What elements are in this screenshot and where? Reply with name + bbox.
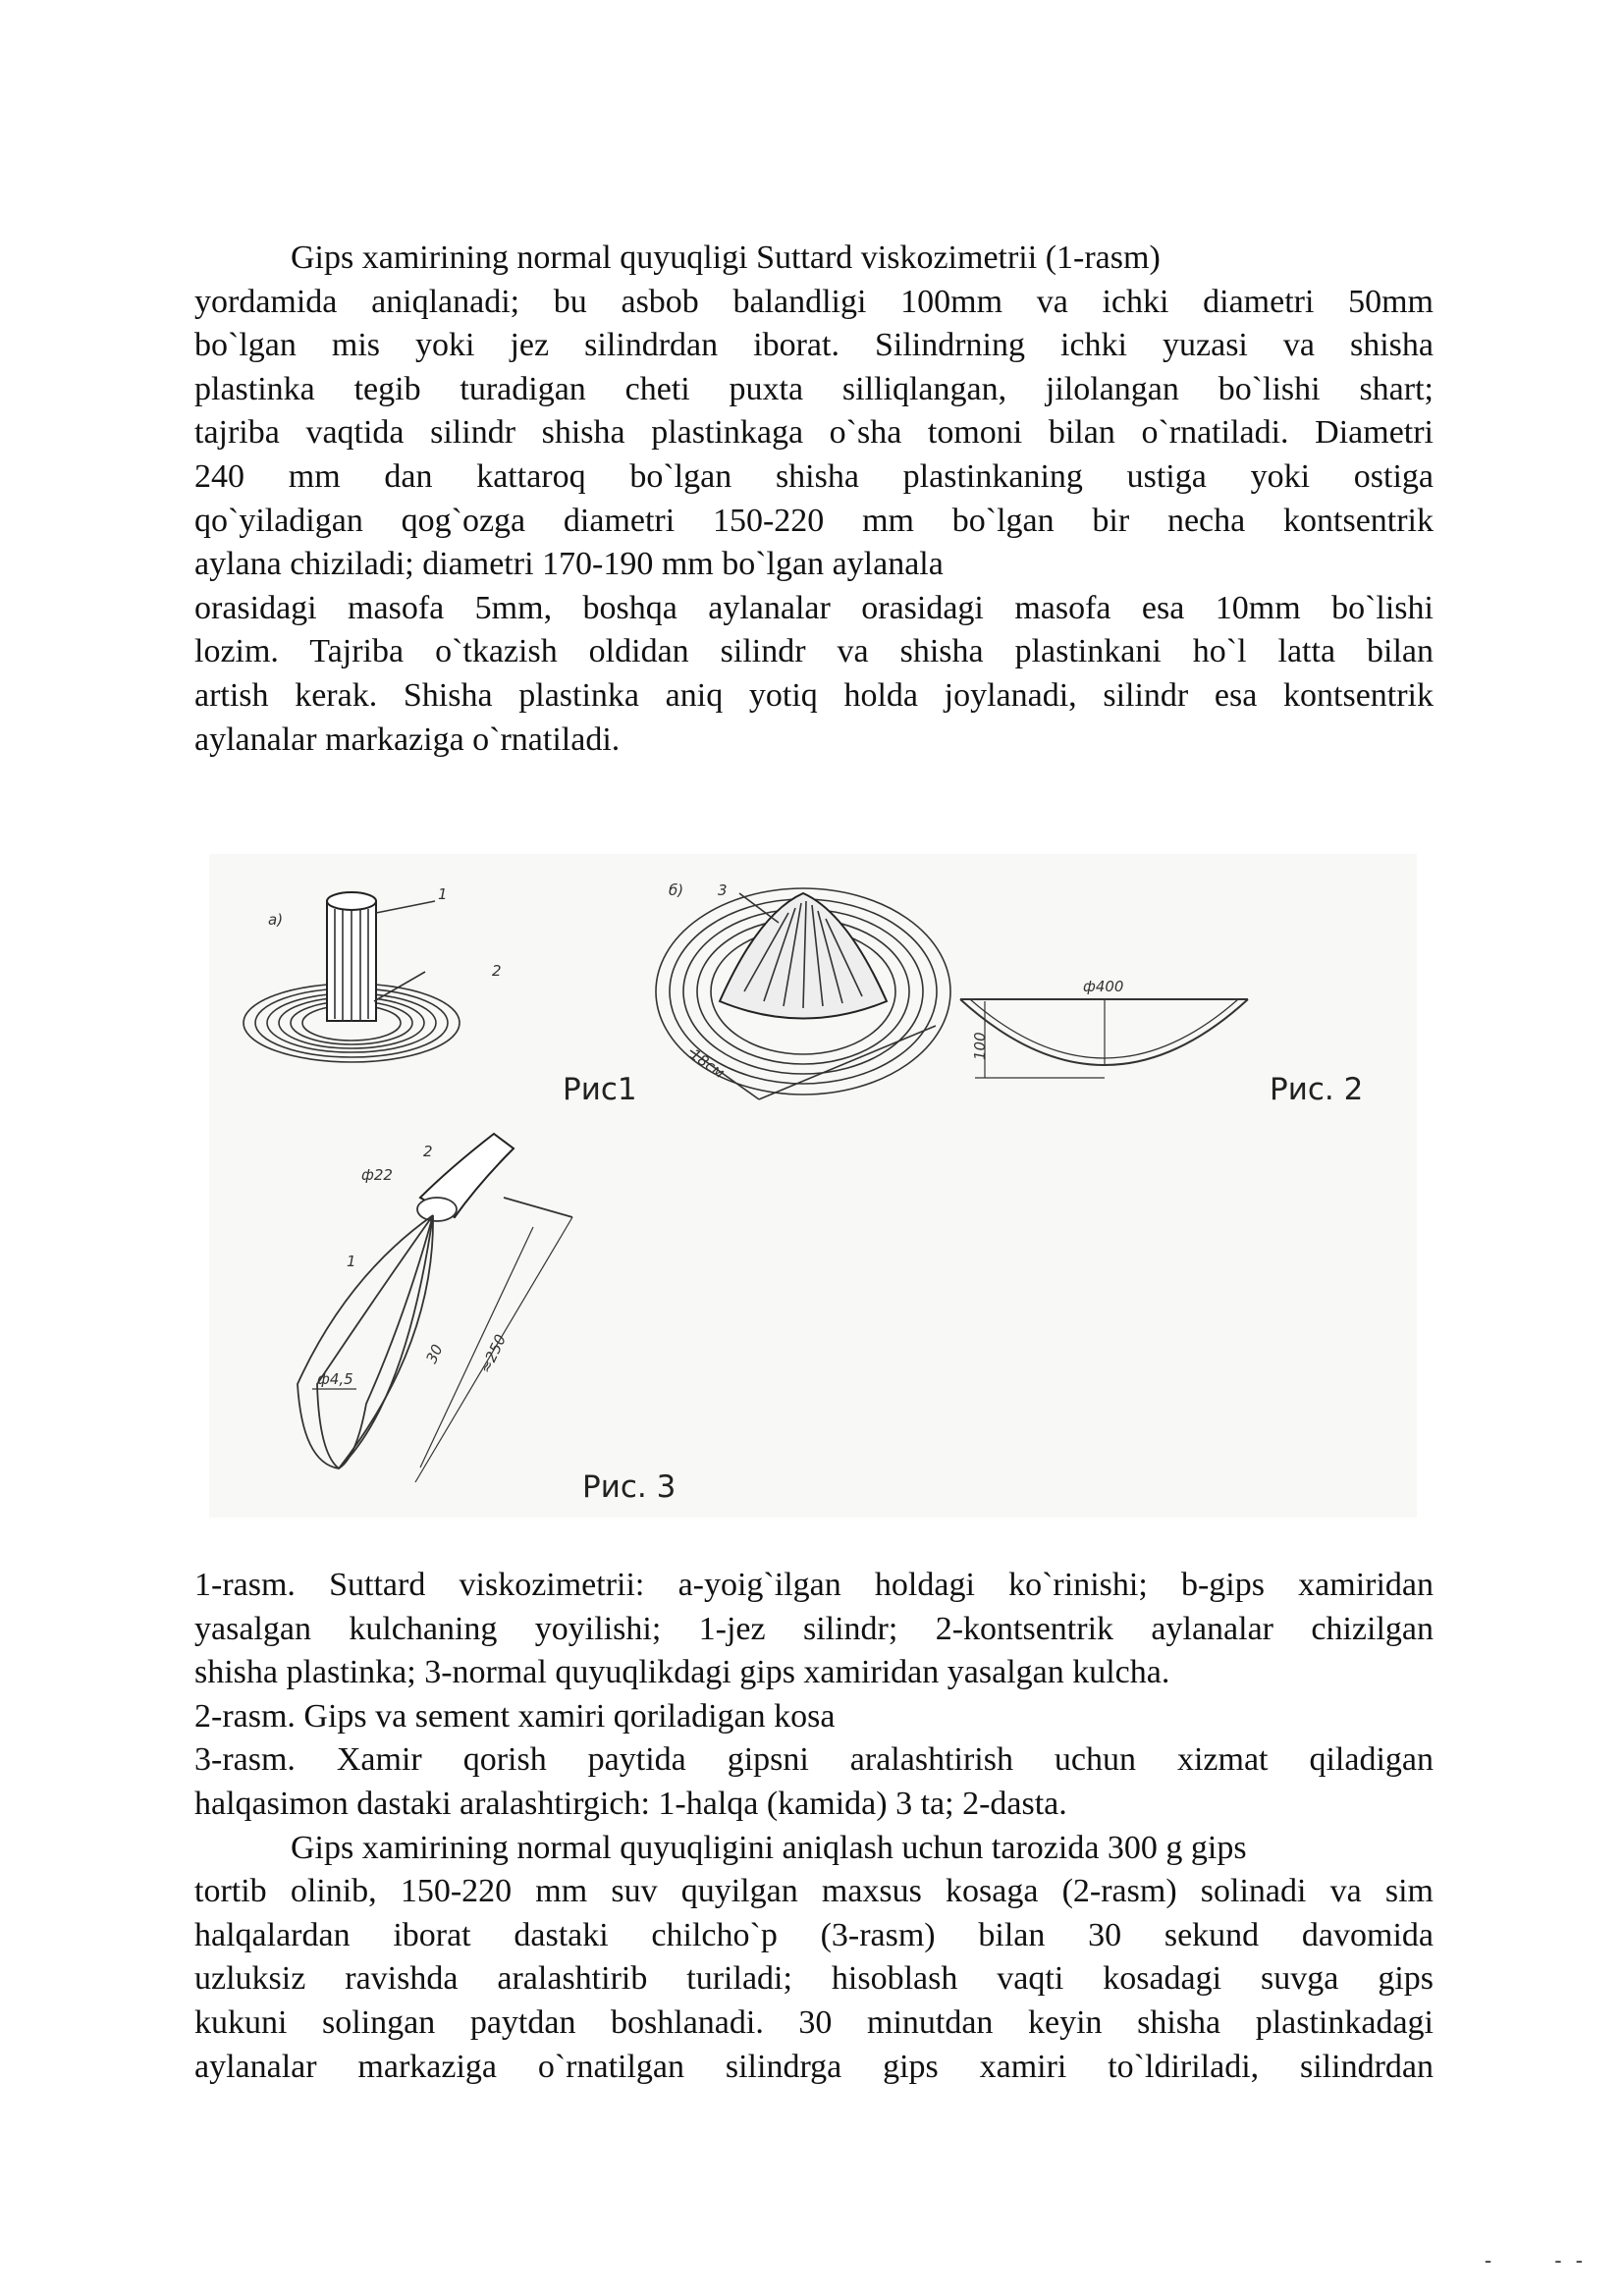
label-whisk-2: 2 bbox=[423, 1143, 433, 1160]
text-line: qo`yiladigan qog`ozga diametri 150-220 mm bo`lgan bir necha kontsentrik bbox=[194, 502, 1434, 539]
text-line: tajriba vaqtida silindr shisha plastinkaga o`sha tomoni bilan o`rnatiladi. Diametri bbox=[194, 414, 1434, 452]
text-line: bo`lgan mis yoki jez silindrdan iborat. Silindrning ichki yuzasi va shisha bbox=[194, 327, 1434, 364]
text-line: artish kerak. Shisha plastinka aniq yotiq holda joylanadi, silindr esa kontsentrik bbox=[194, 676, 1434, 714]
dimension-18cm: 18см bbox=[686, 1045, 729, 1082]
text-line: orasidagi masofa 5mm, boshqa aylanalar orasidagi masofa esa 10mm bo`lishi bbox=[194, 589, 1434, 626]
dimension-30: 30 bbox=[422, 1341, 447, 1366]
label-num-2: 2 bbox=[492, 962, 502, 980]
page-footer-marks bbox=[1426, 2248, 1587, 2273]
text-line: tortib olinib, 150-220 mm suv quyilgan maxsus kosaga (2-rasm) solinadi va sim bbox=[194, 1873, 1434, 1910]
text-line: kukuni solingan paytdan boshlanadi. 30 minutdan keyin shisha plastinkadagi bbox=[194, 2003, 1434, 2041]
caption-line: 3-rasm. Xamir qorish paytida gipsni aralashtirish uchun xizmat qiladigan bbox=[194, 1741, 1434, 1779]
text-line: 240 mm dan kattaroq bo`lgan shisha plastinkaning ustiga yoki ostiga bbox=[194, 457, 1434, 495]
whisk-drawing bbox=[298, 1134, 572, 1482]
label-a: a) bbox=[268, 911, 284, 929]
caption-line: 2-rasm. Gips va sement xamiri qoriladigan kosa bbox=[194, 1697, 836, 1735]
text-line-content: Gips xamirining normal quyuqligini aniqlash uchun tarozida 300 g gips bbox=[291, 1829, 1247, 1866]
figure-2-caption: Рис. 2 bbox=[1270, 1072, 1364, 1107]
text-line: aylana chiziladi; diametri 170-190 mm bo`lgan aylanala bbox=[194, 546, 944, 583]
figure-3-caption: Рис. 3 bbox=[582, 1469, 677, 1505]
text-line: aylanalar markaziga o`rnatiladi. bbox=[194, 721, 621, 758]
text-line-content: Gips xamirining normal quyuqligi Suttard viskozimetrii (1-rasm) bbox=[291, 240, 1161, 276]
text-line: lozim. Tajriba o`tkazish oldidan silindr va shisha plastinkani ho`l latta bilan bbox=[194, 633, 1434, 670]
label-num-1: 1 bbox=[438, 885, 448, 903]
figure-captions bbox=[194, 1564, 1434, 2089]
mixing-bowl-drawing bbox=[960, 999, 1248, 1078]
dimension-100: 100 bbox=[971, 1032, 989, 1060]
dimension-45: ф4,5 bbox=[317, 1370, 353, 1388]
text-line bbox=[194, 1827, 1434, 1871]
label-num-3: 3 bbox=[718, 881, 728, 899]
dimension-22: ф22 bbox=[361, 1166, 393, 1184]
text-line: yordamida aniqlanadi; bu asbob balandligi 100mm va ichki diametri 50mm bbox=[194, 283, 1434, 320]
text-line: plastinka tegib turadigan cheti puxta silliqlangan, jilolangan bo`lishi shart; bbox=[194, 370, 1434, 407]
apparatus-figure bbox=[209, 854, 1417, 1518]
caption-line: yasalgan kulchaning yoyilishi; 1-jez silindr; 2-kontsentrik aylanalar chizilgan bbox=[194, 1610, 1434, 1647]
dimension-400: ф400 bbox=[1083, 978, 1124, 995]
figure-drawing bbox=[209, 854, 1417, 1518]
caption-line: shisha plastinka; 3-normal quyuqlikdagi gips xamiridan yasalgan kulcha. bbox=[194, 1654, 1170, 1691]
caption-line: 1-rasm. Suttard viskozimetrii: a-yoig`ilgan holdagi ko`rinishi; b-gips xamiridan bbox=[194, 1567, 1434, 1603]
text-line: halqalardan iborat dastaki chilcho`p (3-rasm) bilan 30 sekund davomida bbox=[194, 1916, 1434, 1953]
dimension-250: ≈250 bbox=[476, 1331, 511, 1376]
caption-line: halqasimon dastaki aralashtirgich: 1-halqa (kamida) 3 ta; 2-dasta. bbox=[194, 1785, 1067, 1822]
label-whisk-1: 1 bbox=[347, 1253, 356, 1270]
footer-mark-left: - bbox=[1484, 2248, 1496, 2272]
text-line: uzluksiz ravishda aralashtirib turiladi; hisoblash vaqti kosadagi suvga gips bbox=[194, 1960, 1434, 1998]
figure-1-caption: Рис1 bbox=[563, 1072, 637, 1107]
footer-mark-right: - - bbox=[1554, 2248, 1587, 2272]
text-line bbox=[194, 237, 1434, 281]
label-b: б) bbox=[669, 881, 684, 899]
text-line: aylanalar markaziga o`rnatilgan silindrga gips xamiri to`ldiriladi, silindrdan bbox=[194, 2048, 1434, 2085]
intro-paragraph bbox=[194, 237, 1434, 762]
